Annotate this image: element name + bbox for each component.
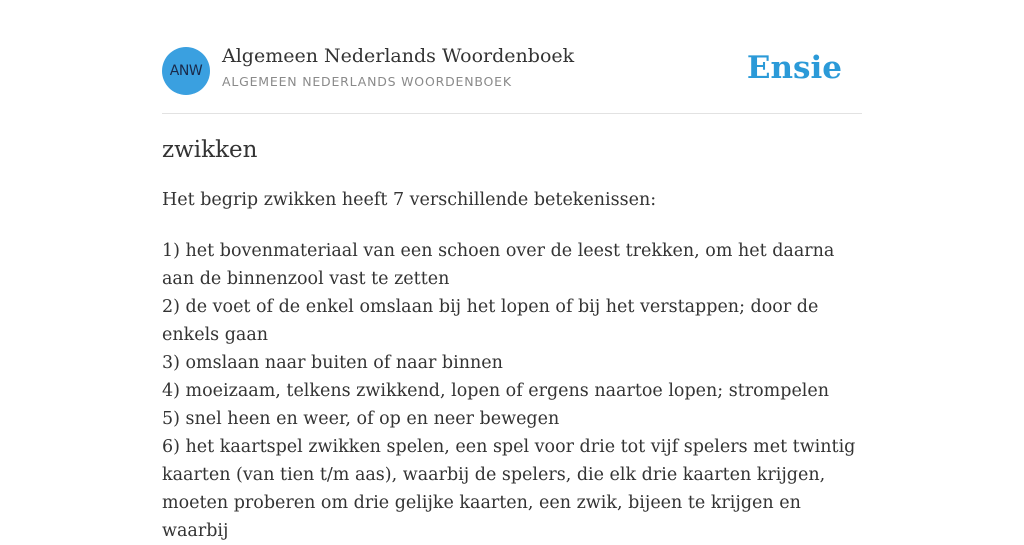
definition-list	[162, 237, 862, 545]
definition-item: 6) het kaartspel zwikken spelen, een spel voor drie tot vijf spelers met twintig kaarten (van tien t/m aas), waarbij de spelers, die elk drie kaarten krijgen, moeten proberen om drie gelijke kaarten, een zwik, bijeen te krijgen en waarbij	[162, 437, 856, 541]
ensie-brand-logo[interactable]: Ensie	[746, 50, 842, 86]
source-title[interactable]: Algemeen Nederlands Woordenboek	[222, 45, 575, 67]
entry-word: zwikken	[162, 137, 258, 163]
anw-logo[interactable]: ANW	[162, 47, 210, 95]
source-header	[162, 0, 862, 114]
definition-item: 4) moeizaam, telkens zwikkend, lopen of ergens naartoe lopen; strompelen	[162, 381, 830, 401]
source-subtitle: ALGEMEEN NEDERLANDS WOORDENBOEK	[222, 74, 512, 89]
definition-item: 1) het bovenmateriaal van een schoen over de leest trekken, om het daarna aan de binnenzool vast te zetten	[162, 241, 835, 289]
definition-item: 2) de voet of de enkel omslaan bij het lopen of bij het verstappen; door de enkels gaan	[162, 297, 819, 345]
entry-intro: Het begrip zwikken heeft 7 verschillende betekenissen:	[162, 190, 657, 210]
page-container	[162, 0, 862, 541]
definition-item: 3) omslaan naar buiten of naar binnen	[162, 353, 503, 373]
definition-item: 5) snel heen en weer, of op en neer bewegen	[162, 409, 560, 429]
